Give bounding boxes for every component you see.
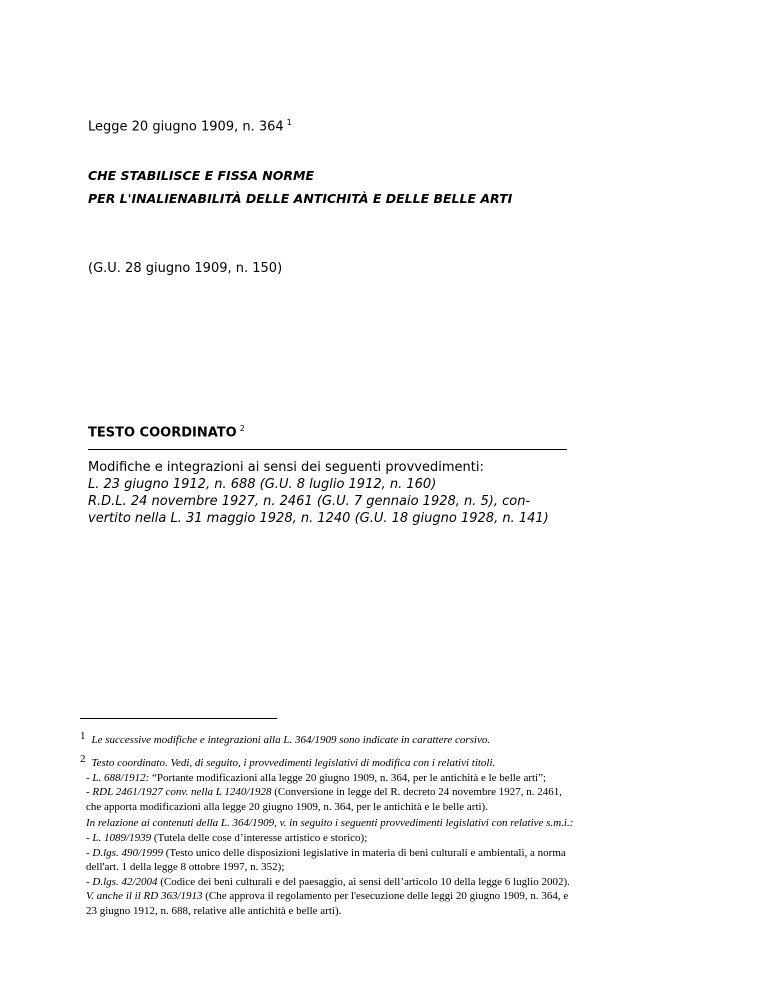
fn2-ref-rd363: V. anche il il RD 363/1913 — [86, 890, 203, 903]
modification-item-1: L. 23 giugno 1912, n. 688 (G.U. 8 luglio 1912, n. 160) — [88, 477, 437, 492]
gazzetta-reference: (G.U. 28 giugno 1909, n. 150) — [88, 261, 283, 276]
footnote-1 — [80, 730, 680, 746]
fn2-ref-dlgs42-desc: (Codice dei beni culturali e del paesaggio, ai sensi dell’articolo 10 della legge 6 luglio 2002). — [157, 875, 570, 888]
fn2-ref-l1089: - L. 1089/1939 — [86, 831, 152, 844]
footnote-separator — [80, 718, 277, 719]
footnote-ref-2[interactable]: 2 — [239, 424, 245, 433]
fn2-ref-l688: - L. 688/1912: — [86, 771, 150, 784]
footnote-1-text: Le successive modifiche e integrazioni alla L. 364/1909 sono indicate in carattere corsivo. — [91, 734, 491, 746]
fn2-ref-l1089-desc: (Tutela delle cose d’interesse artistico e storico); — [151, 831, 368, 844]
fn2-ref-rdl2461: - RDL 2461/1927 conv. nella L 1240/1928 — [86, 786, 272, 799]
section-divider — [88, 449, 567, 450]
fn2-ref-rd363-desc: (Che approva il regolamento per l'esecuzione delle leggi 20 giugno 1909, n. 364, e — [202, 890, 569, 903]
law-heading-line-1: CHE STABILISCE E FISSA NORME — [88, 168, 314, 183]
footnote-2-lead: Testo coordinato. Vedi, di seguito, i provvedimenti legislativi di modifica con i relativi titoli. — [91, 757, 496, 769]
fn2-ref-rdl2461-desc: (Conversione in legge del R. decreto 24 novembre 1927, n. 2461, — [271, 786, 563, 799]
fn2-ref-l688-desc: “Portante modificazioni alla legge 20 giugno 1909, n. 364, per le antichità e le belle arti”; — [149, 771, 547, 784]
footnote-2 — [80, 753, 680, 919]
law-title — [88, 118, 292, 134]
fn2-ref-rd363-desc-cont: 23 giugno 1912, n. 688, relative alle antichità e belle arti). — [86, 904, 342, 917]
fn2-ref-dlgs490: - D.lgs. 490/1999 — [86, 846, 163, 859]
fn2-ref-rdl2461-desc-cont: che apporta modificazioni alla legge 20 giugno 1909, n. 364, per le antichità e le belle arti). — [86, 800, 488, 813]
law-title-text: Legge 20 giugno 1909, n. 364 — [88, 119, 284, 135]
fn2-ref-dlgs490-desc-cont: dell'art. 1 della legge 8 ottobre 1997, n. 352); — [86, 861, 285, 874]
footnote-2-number: 2 — [80, 753, 86, 765]
modification-item-3: vertito nella L. 31 maggio 1928, n. 1240 (G.U. 18 giugno 1928, n. 141) — [88, 511, 549, 526]
fn2-relazione: In relazione ai contenuti della L. 364/1909, v. in seguito i seguenti provvedimenti legislativi con relative s.m.i.: — [86, 817, 574, 830]
footnote-ref-1[interactable]: 1 — [286, 118, 292, 127]
modification-item-2: R.D.L. 24 novembre 1927, n. 2461 (G.U. 7 gennaio 1928, n. 5), con- — [88, 494, 531, 509]
modifications-intro: Modifiche e integrazioni ai sensi dei seguenti provvedimenti: — [88, 460, 484, 475]
testo-coordinato-heading — [88, 424, 245, 440]
footnote-1-number: 1 — [80, 730, 86, 742]
modifications-block — [88, 459, 568, 527]
fn2-ref-dlgs42: - D.lgs. 42/2004 — [86, 875, 158, 888]
law-heading-line-2: PER L'INALIENABILITÀ DELLE ANTICHITÀ E DELLE BELLE ARTI — [88, 191, 513, 206]
testo-coordinato-text: TESTO COORDINATO — [88, 425, 237, 441]
fn2-ref-dlgs490-desc: (Testo unico delle disposizioni legislative in materia di beni culturali e ambientali, a norma — [163, 846, 566, 859]
